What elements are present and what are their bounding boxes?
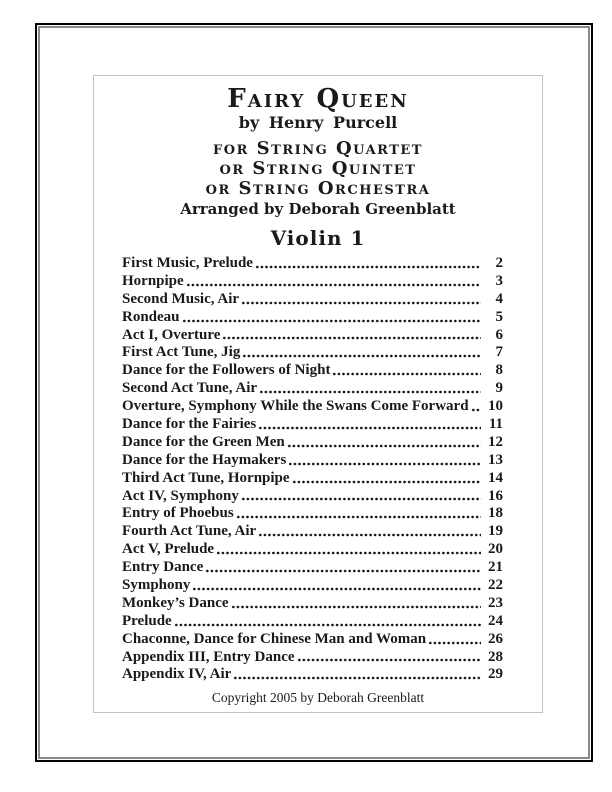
toc-entry-page: 16	[488, 487, 503, 504]
ensemble-line-quintet: or String Quintet	[219, 158, 417, 179]
toc-entry-title: Dance for the Followers of Night	[122, 362, 331, 379]
toc-entry-page: 14	[488, 469, 503, 486]
toc-entry-page: 10	[488, 398, 503, 415]
toc-leader-dots	[287, 443, 481, 449]
toc-entry-page: 2	[495, 255, 503, 271]
composer-byline: by Henry Purcell	[238, 113, 398, 132]
toc-entry-page: 8	[495, 362, 503, 379]
toc-entry-title: Overture, Symphony While the Swans Come Forward	[122, 398, 469, 415]
toc-entry-title: Fourth Act Tune, Air	[122, 523, 257, 540]
toc-entry-page: 12	[488, 433, 503, 450]
toc-entry-title: Appendix IV, Air	[122, 666, 232, 683]
toc-entry-title: Act I, Overture	[122, 326, 221, 343]
toc-leader-dots	[471, 407, 481, 413]
toc-entry-page: 5	[495, 308, 503, 325]
toc-entry-title: Second Music, Air	[122, 290, 240, 307]
toc-entry-title: Act V, Prelude	[122, 541, 215, 558]
toc-leader-dots	[255, 264, 481, 270]
toc-entry	[122, 273, 503, 291]
ensemble-line-orchestra: or String Orchestra	[205, 178, 431, 199]
toc-entry	[122, 649, 503, 667]
toc-entry	[122, 452, 503, 470]
toc-entry-title: Act IV, Symphony	[122, 487, 239, 504]
toc-leader-dots	[241, 496, 481, 502]
toc-entry	[122, 559, 503, 577]
toc-entry	[122, 291, 503, 309]
toc-leader-dots	[259, 389, 481, 395]
toc-entry-page: 26	[488, 630, 503, 647]
toc-entry	[122, 613, 503, 631]
toc-entry-title: Second Act Tune, Air	[122, 380, 258, 397]
toc-entry-page: 21	[488, 559, 503, 576]
toc-leader-dots	[428, 640, 481, 646]
toc-entry-page: 29	[488, 666, 503, 683]
toc-entry	[122, 470, 503, 488]
toc-leader-dots	[242, 353, 481, 359]
toc-entry	[122, 595, 503, 613]
toc-entry	[122, 380, 503, 398]
toc-leader-dots	[297, 657, 481, 663]
toc-entry	[122, 344, 503, 362]
toc-leader-dots	[205, 568, 481, 574]
toc-entry	[122, 362, 503, 380]
toc-entry	[122, 541, 503, 559]
ensemble-lines	[94, 139, 542, 199]
toc-entry-title: Entry of Phoebus	[122, 505, 234, 522]
toc-entry	[122, 398, 503, 416]
toc-entry-title: First Music, Prelude	[122, 255, 253, 271]
toc-entry	[122, 523, 503, 541]
toc-entry	[122, 327, 503, 345]
toc-leader-dots	[216, 550, 481, 556]
title-block	[94, 76, 542, 249]
arranger-credit: Arranged by Deborah Greenblatt	[180, 200, 456, 218]
toc-leader-dots	[258, 532, 481, 538]
toc-leader-dots	[332, 371, 481, 377]
page-title: Fairy Queen	[227, 84, 409, 114]
toc-entry-page: 7	[495, 344, 503, 361]
toc-leader-dots	[182, 318, 481, 324]
toc-leader-dots	[288, 461, 481, 467]
toc-leader-dots	[241, 300, 481, 306]
toc-entry-page: 3	[495, 272, 503, 289]
toc-entry-page: 24	[488, 612, 503, 629]
toc-entry-title: Dance for the Fairies	[122, 416, 257, 433]
toc-leader-dots	[258, 425, 481, 431]
toc-entry	[122, 434, 503, 452]
toc-entry-page: 19	[488, 523, 503, 540]
toc-entry-title: Dance for the Green Men	[122, 433, 285, 450]
copyright-line: Copyright 2005 by Deborah Greenblatt	[211, 690, 425, 706]
toc-entry-title: Monkey’s Dance	[122, 594, 229, 611]
content-box	[93, 75, 543, 713]
ensemble-line-quartet: for String Quartet	[213, 138, 423, 159]
toc-entry-title: Dance for the Haymakers	[122, 451, 287, 468]
toc-entry	[122, 255, 503, 273]
toc-leader-dots	[231, 604, 481, 610]
toc-entry-title: First Act Tune, Jig	[122, 344, 241, 361]
toc-leader-dots	[222, 335, 481, 341]
toc-leader-dots	[236, 514, 481, 520]
toc-leader-dots	[174, 622, 481, 628]
toc-entry	[122, 416, 503, 434]
toc-leader-dots	[192, 586, 481, 592]
toc-entry-page: 4	[495, 290, 503, 307]
toc-entry	[122, 505, 503, 523]
toc-entry-title: Hornpipe	[122, 272, 184, 289]
toc-entry	[122, 488, 503, 506]
toc-entry-page: 18	[488, 505, 503, 522]
toc-list	[94, 255, 542, 684]
toc-entry-title: Third Act Tune, Hornpipe	[122, 469, 290, 486]
toc-entry-page: 23	[488, 594, 503, 611]
toc-entry-page: 20	[488, 541, 503, 558]
toc-entry-title: Chaconne, Dance for Chinese Man and Woman	[122, 630, 427, 647]
toc-entry-page: 28	[488, 648, 503, 665]
toc-entry-page: 9	[495, 380, 503, 397]
toc-leader-dots	[186, 282, 481, 288]
toc-entry-page: 22	[488, 577, 503, 594]
toc-entry	[122, 577, 503, 595]
toc-entry-title: Entry Dance	[122, 559, 204, 576]
toc-entry	[122, 631, 503, 649]
toc-entry-title: Appendix III, Entry Dance	[122, 648, 295, 665]
toc-entry-page: 13	[488, 451, 503, 468]
toc-entry	[122, 666, 503, 684]
part-title: Violin 1	[270, 226, 366, 250]
toc-entry-title: Prelude	[122, 612, 172, 629]
toc-entry	[122, 309, 503, 327]
toc-leader-dots	[292, 479, 481, 485]
toc-entry-page: 6	[495, 326, 503, 343]
toc-leader-dots	[233, 675, 481, 681]
toc-entry-page: 11	[488, 416, 503, 433]
toc-entry-title: Rondeau	[122, 308, 180, 325]
toc-entry-title: Symphony	[122, 577, 191, 594]
